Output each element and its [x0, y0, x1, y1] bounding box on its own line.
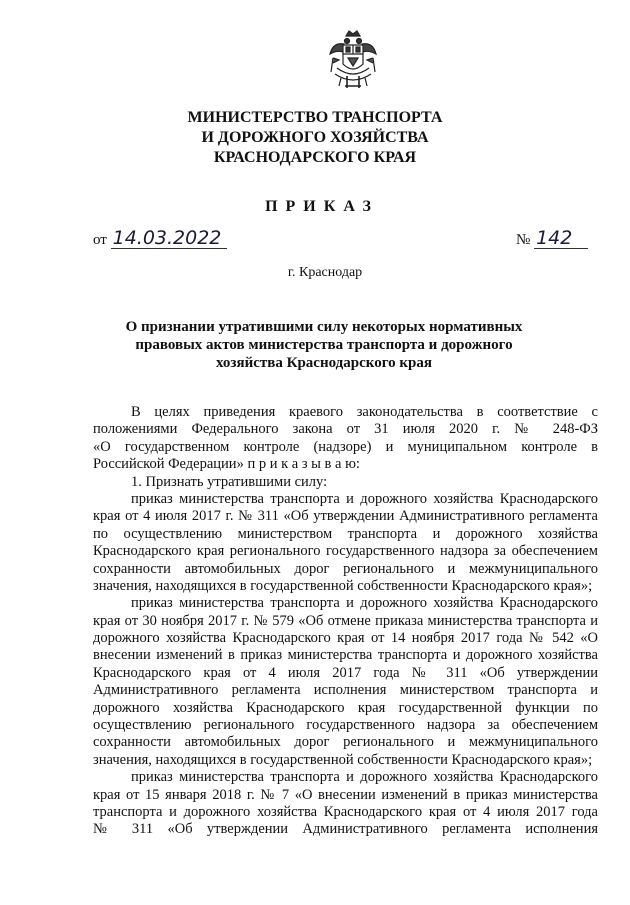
body-line: по осуществлению министерством транспорта и дорожного хозяйства [93, 525, 598, 542]
body-line: сохранности автомобильных дорог регионального и межмуниципального [93, 560, 598, 577]
body-line: Краснодарского края регионального государственного надзора за обеспечением [93, 543, 598, 560]
city-name: г. Краснодар [287, 265, 363, 280]
body-line: края от 4 июля 2017 г. № 311 «Об утверждении Административного регламента [93, 508, 598, 525]
order-number [516, 228, 588, 249]
body-line: сохранности автомобильных дорог регионального и межмуниципального [93, 734, 598, 751]
body-line: внесении изменений в приказ министерства транспорта и дорожного хозяйства [93, 647, 598, 664]
body-line: края от 15 января 2018 г. № 7 «О внесении изменений в приказ министерства [93, 786, 598, 803]
title-line-3: хозяйства Краснодарского края [216, 355, 432, 371]
ministry-line-2: И ДОРОЖНОГО ХОЗЯЙСТВА [201, 129, 429, 146]
body-line: дорожного хозяйства Краснодарского края государственной функции по [93, 699, 598, 716]
body-line: значения, находящихся в государственной собственности Краснодарского края»; [93, 751, 593, 768]
date-handwritten: 14.03.2022 [111, 228, 227, 249]
body-line: приказ министерства транспорта и дорожного хозяйства Краснодарского [131, 490, 598, 507]
ministry-line-3: КРАСНОДАРСКОГО КРАЯ [213, 149, 417, 166]
body-line: приказ министерства транспорта и дорожного хозяйства Краснодарского [131, 595, 598, 612]
body-line: приказ министерства транспорта и дорожного хозяйства Краснодарского [131, 769, 598, 786]
body-line: транспорта и дорожного хозяйства Краснодарского края от 4 июля 2017 года [93, 803, 598, 820]
body-line: края от 30 ноября 2017 г. № 579 «Об отмене приказа министерства транспорта и [93, 612, 598, 629]
body-line: Административного регламента исполнения министерством транспорта и [93, 682, 598, 699]
body-line: № 311 «Об утверждении Административного регламента исполнения [93, 821, 598, 838]
body-line: В целях приведения краевого законодательства в соответствие с [131, 404, 598, 420]
date-prefix: от [93, 232, 107, 248]
order-date [93, 228, 227, 249]
coat-of-arms-icon [327, 28, 379, 90]
document-body [93, 404, 598, 839]
number-handwritten: 142 [534, 228, 588, 249]
body-line: осуществлению регионального государственного надзора за обеспечением [93, 717, 598, 734]
ministry-name [0, 108, 630, 168]
body-line: положениями Федерального закона от 31 июля 2020 г. № 248-ФЗ [93, 421, 598, 438]
body-line: «О государственном контроле (надзоре) и муниципальном контроле в [93, 438, 598, 455]
body-line: значения, находящихся в государственной собственности Краснодарского края»; [93, 577, 593, 594]
ministry-line-1: МИНИСТЕРСТВО ТРАНСПОРТА [187, 109, 443, 126]
title-line-1: О признании утратившими силу некоторых нормативных [125, 319, 523, 335]
document-title [0, 318, 630, 372]
number-prefix: № [516, 232, 531, 248]
body-line: Российской Федерации» п р и к а з ы в а ю: [93, 456, 360, 473]
body-line: дорожного хозяйства Краснодарского края от 14 ноября 2017 года № 542 «О [93, 630, 598, 647]
body-line: 1. Признать утратившими силу: [131, 473, 328, 490]
title-line-2: правовых актов министерства транспорта и дорожного [135, 337, 513, 353]
body-line: Краснодарского края от 4 июля 2017 года № 311 «Об утверждении [93, 664, 598, 681]
order-heading: ПРИКАЗ [265, 198, 379, 215]
